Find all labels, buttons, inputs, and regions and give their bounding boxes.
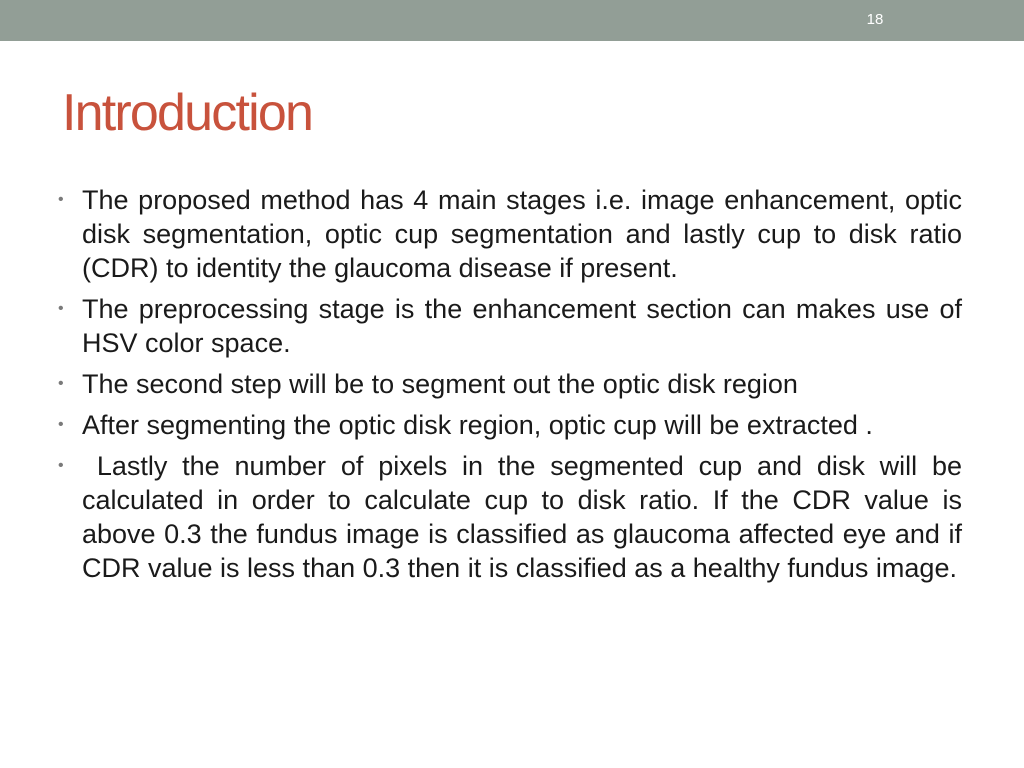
bullet-item-5 [58,449,962,585]
bullet-text-5: Lastly the number of pixels in the segmented cup and disk will be calculated in order to calculate cup to disk ratio. If the CDR value is above 0.3 the fundus image is classified as glaucoma affected eye and if CDR value is less than 0.3 then it is classified as a healthy fundus image. [82,451,962,583]
bullet-text-4: After segmenting the optic disk region, optic cup will be extracted . [82,410,873,440]
bullet-list [58,183,962,592]
bullet-icon: • [58,375,64,392]
bullet-item-3 [58,367,962,401]
bullet-text-3: The second step will be to segment out the optic disk region [82,369,798,399]
bullet-item-1 [58,183,962,285]
bullet-icon: • [58,300,64,317]
bullet-text-1: The proposed method has 4 main stages i.e. image enhancement, optic disk segmentation, optic cup segmentation and lastly cup to disk ratio (CDR) to identity the glaucoma disease if present. [82,185,962,283]
bullet-icon: • [58,416,64,433]
slide-title: Introduction [62,84,313,142]
bullet-item-2 [58,292,962,360]
bullet-icon: • [58,191,64,208]
page-number: 18 [866,11,884,28]
bullet-icon: • [58,457,64,474]
bullet-item-4 [58,408,962,442]
header-bar [0,0,1024,41]
bullet-text-2: The preprocessing stage is the enhancement section can makes use of HSV color space. [82,294,962,358]
